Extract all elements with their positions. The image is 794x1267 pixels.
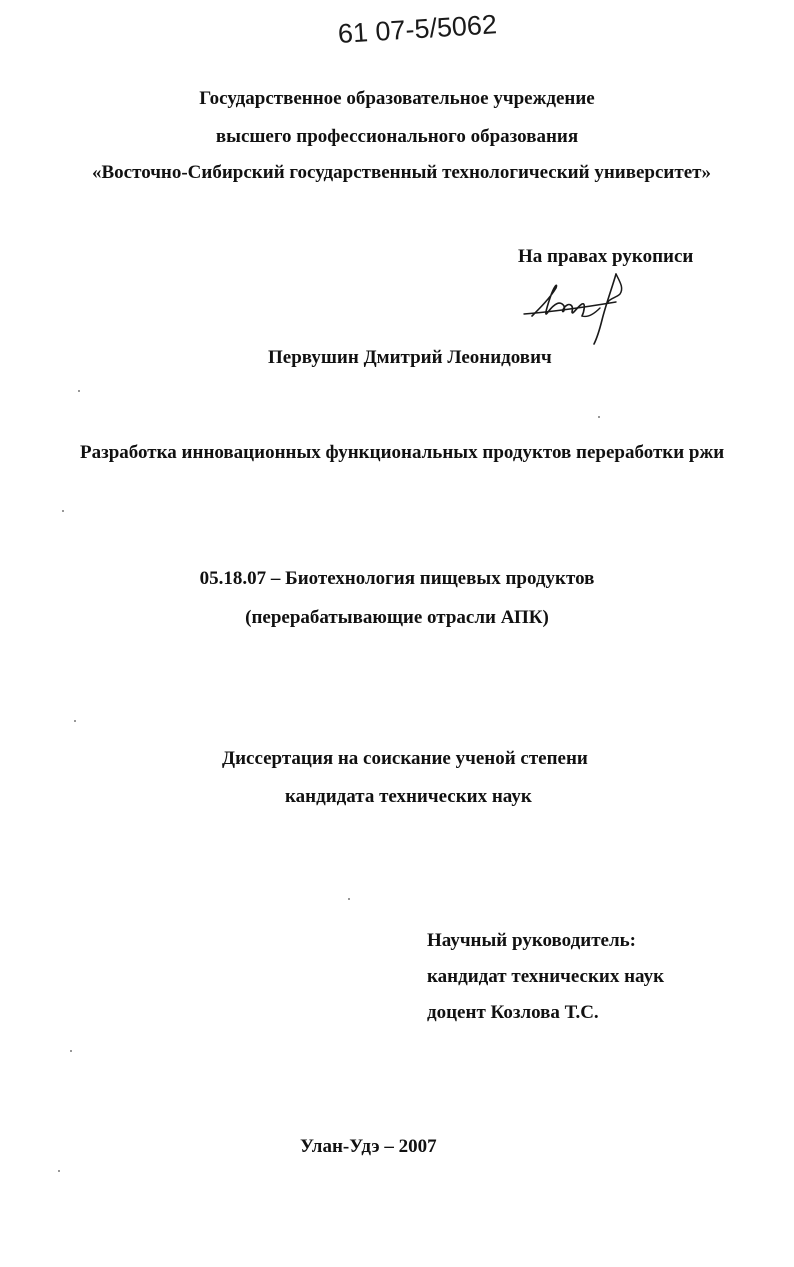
specialty-line-2: (перерабатывающие отрасли АПК) [245,607,549,628]
scan-speck [70,1050,72,1052]
supervisor-label: Научный руководитель: [427,930,636,951]
city-year: Улан-Удэ – 2007 [300,1136,437,1157]
manuscript-rights-note: На правах рукописи [518,246,694,267]
scan-speck [598,416,600,418]
specialty-line-1: 05.18.07 – Биотехнология пищевых продуктов [199,568,595,589]
scan-speck [58,1170,60,1172]
supervisor-degree: кандидат технических наук [427,966,665,987]
supervisor-name: доцент Козлова Т.С. [427,1002,599,1023]
degree-line-1: Диссертация на соискание ученой степени [222,748,588,769]
dissertation-title: Разработка инновационных функциональных продуктов переработки ржи [80,442,725,463]
author-name: Первушин Дмитрий Леонидович [268,347,552,368]
archive-stamp-code: 61 07-5/5062 [337,9,498,49]
handwritten-signature-icon [520,268,630,348]
degree-line-2: кандидата технических наук [285,786,532,807]
scan-speck [74,720,76,722]
institution-line-2: высшего профессионального образования [215,126,579,147]
institution-line-1: Государственное образовательное учреждение [199,88,595,109]
scan-speck [348,898,350,900]
scan-speck [78,390,80,392]
institution-line-3: «Восточно-Сибирский государственный технологический университет» [92,162,711,183]
scan-speck [62,510,64,512]
